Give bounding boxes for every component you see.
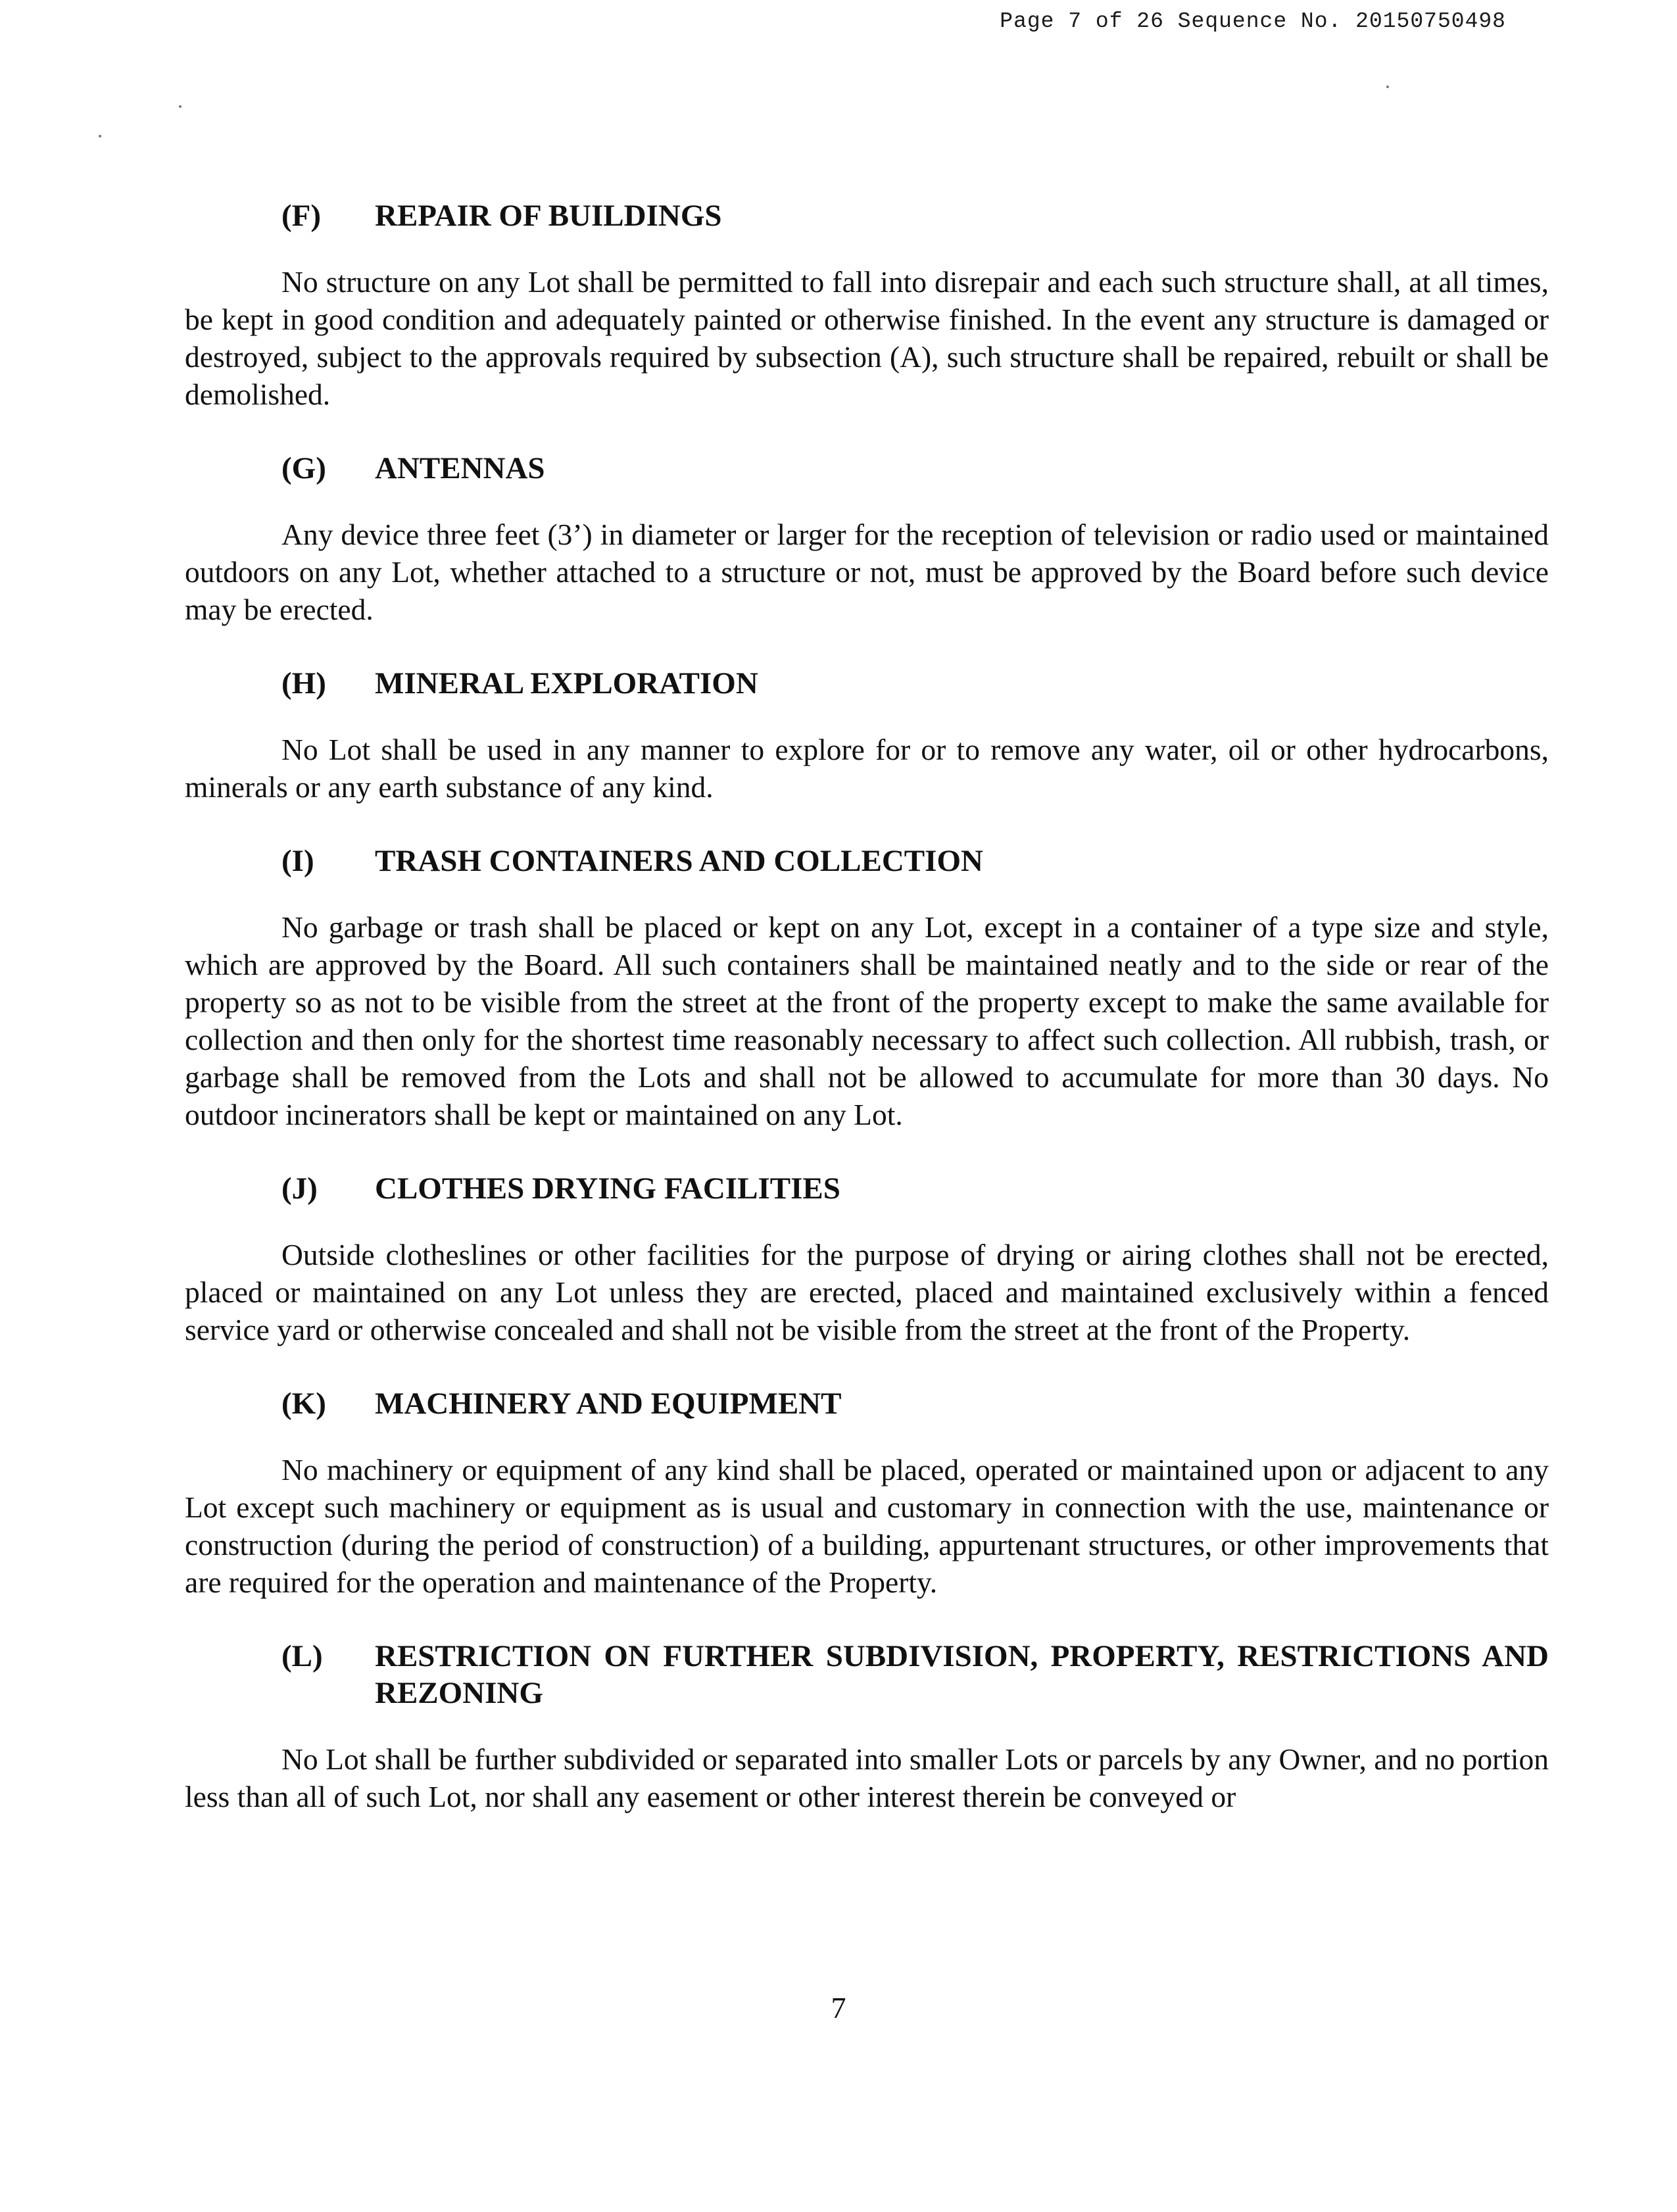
section-letter: (I) — [281, 844, 314, 878]
section-letter: (H) — [281, 666, 326, 700]
section-paragraph: No garbage or trash shall be placed or kept on any Lot, except in a container of a type size and style, which are approved by the Board. All such containers shall be maintained neatly and to the side or rear of the property so as not to be visible from the street at the front of the property except to make the same available for collection and then only for the shortest time reasonably necessary to affect such collection. All rubbish, trash, or garbage shall be removed from the Lots and shall not be allowed to accumulate for more than 30 days. No outdoor incinerators shall be kept or maintained on any Lot. — [185, 910, 1549, 1131]
section-letter: (L) — [281, 1639, 323, 1673]
section-title: MINERAL EXPLORATION — [375, 666, 758, 700]
section-title: RESTRICTION ON FURTHER SUBDIVISION, PROPERTY, RESTRICTIONS AND REZONING — [375, 1639, 1549, 1710]
page-number: 7 — [831, 1991, 846, 2025]
section-paragraph: No Lot shall be used in any manner to explore for or to remove any water, oil or other hydrocarbons, minerals or any earth substance of any kind. — [185, 733, 1549, 804]
page-sequence-stamp: Page 7 of 26 Sequence No. 20150750498 — [1000, 9, 1506, 34]
section-f — [185, 197, 1549, 413]
section-title: TRASH CONTAINERS AND COLLECTION — [375, 844, 983, 878]
document-body — [185, 197, 1549, 1815]
section-letter: (G) — [281, 451, 326, 485]
section-heading — [185, 665, 1549, 702]
scan-speck — [179, 105, 182, 108]
section-heading — [185, 197, 1549, 234]
section-heading — [185, 843, 1549, 879]
section-g — [185, 450, 1549, 628]
section-heading — [185, 1385, 1549, 1422]
section-heading — [185, 1638, 1549, 1711]
section-paragraph: Outside clotheslines or other facilities for the purpose of drying or airing clothes shall not be erected, placed or maintained on any Lot unless they are erected, placed and maintained exclusively within a fenced service yard or otherwise concealed and shall not be visible from the street at the front of the Property. — [185, 1238, 1549, 1346]
section-h — [185, 665, 1549, 806]
scan-speck — [1386, 86, 1389, 88]
section-l — [185, 1638, 1549, 1815]
section-paragraph: Any device three feet (3’) in diameter or larger for the reception of television or radio used or maintained outdoors on any Lot, whether attached to a structure or not, must be approved by the Board before such device may be erected. — [185, 518, 1549, 626]
section-paragraph: No Lot shall be further subdivided or separated into smaller Lots or parcels by any Owner, and no portion less than all of such Lot, nor shall any easement or other interest therein be conveyed or — [185, 1742, 1549, 1813]
section-title: CLOTHES DRYING FACILITIES — [375, 1171, 840, 1206]
section-i — [185, 843, 1549, 1133]
section-paragraph: No structure on any Lot shall be permitted to fall into disrepair and each such structure shall, at all times, be kept in good condition and adequately painted or otherwise finished. In the event any structure is damaged or destroyed, subject to the approvals required by subsection (A), such structure shall be repaired, rebuilt or shall be demolished. — [185, 265, 1549, 411]
section-letter: (F) — [281, 199, 322, 233]
section-letter: (J) — [281, 1171, 318, 1206]
scan-speck — [99, 135, 101, 137]
section-k — [185, 1385, 1549, 1601]
section-heading — [185, 1170, 1549, 1207]
section-title: ANTENNAS — [375, 451, 545, 485]
section-title: MACHINERY AND EQUIPMENT — [375, 1387, 842, 1421]
section-heading — [185, 450, 1549, 487]
section-j — [185, 1170, 1549, 1348]
section-paragraph: No machinery or equipment of any kind shall be placed, operated or maintained upon or adjacent to any Lot except such machinery or equipment as is usual and customary in connection with the use, maintenance or construction (during the period of construction) of a building, appurtenant structures, or other improvements that are required for the operation and maintenance of the Property. — [185, 1453, 1549, 1599]
section-title: REPAIR OF BUILDINGS — [375, 199, 722, 233]
section-letter: (K) — [281, 1387, 326, 1421]
